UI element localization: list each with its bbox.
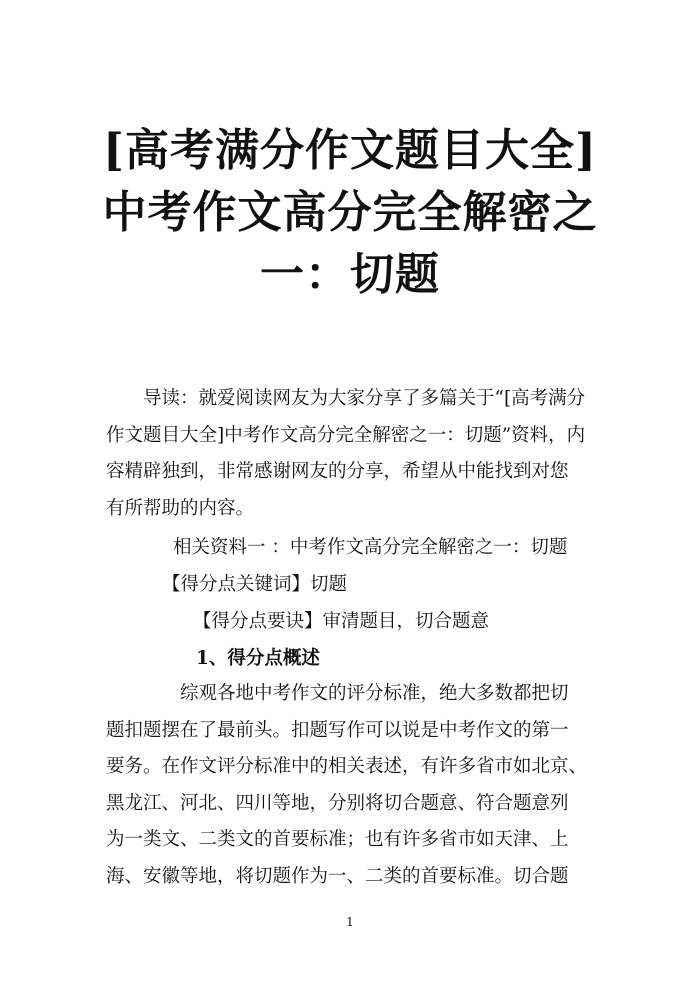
keywords-line: 【得分点关键词】切题 xyxy=(162,574,348,595)
overview-line: 综观各地中考作文的评分标准，绝大多数都把切 xyxy=(180,683,569,704)
document-title xyxy=(90,120,610,306)
intro-paragraph xyxy=(106,381,604,527)
title-line: 一：切题 xyxy=(260,249,440,300)
intro-line: 容精辟独到，非常感谢网友的分享，希望从中能找到对您 xyxy=(106,461,569,482)
overview-line: 海、安徽等地，将切题作为一、二类的首要标准。切合题 xyxy=(106,865,569,887)
related-material-line: 相关资料一 ：中考作文高分完全解密之一：切题 xyxy=(173,537,568,558)
section-heading: 1、得分点概述 xyxy=(196,648,320,669)
overview-paragraph xyxy=(106,676,604,895)
page-number: 1 xyxy=(346,915,354,929)
intro-line: 作文题目大全]中考作文高分完全解密之一：切题”资料，内 xyxy=(106,424,586,446)
overview-line: 题扣题摆在了最前头。扣题写作可以说是中考作文的第一 xyxy=(106,719,569,741)
intro-line: 有所帮助的内容。 xyxy=(106,497,255,519)
title-line: [高考满分作文题目大全] xyxy=(103,125,597,176)
overview-line: 黑龙江、河北、四川等地，分别将切合题意、符合题意列 xyxy=(106,792,569,814)
title-line: 中考作文高分完全解密之 xyxy=(102,187,598,238)
overview-line: 为一类文、二类文的首要标准；也有许多省市如天津、上 xyxy=(106,829,569,850)
intro-line: 导读：就爱阅读网友为大家分享了多篇关于“[高考满分 xyxy=(143,388,586,409)
tips-line: 【得分点要诀】审清题目，切合题意 xyxy=(193,611,490,632)
overview-line: 要务。在作文评分标准中的相关表述，有许多省市如北京、 xyxy=(106,756,588,777)
